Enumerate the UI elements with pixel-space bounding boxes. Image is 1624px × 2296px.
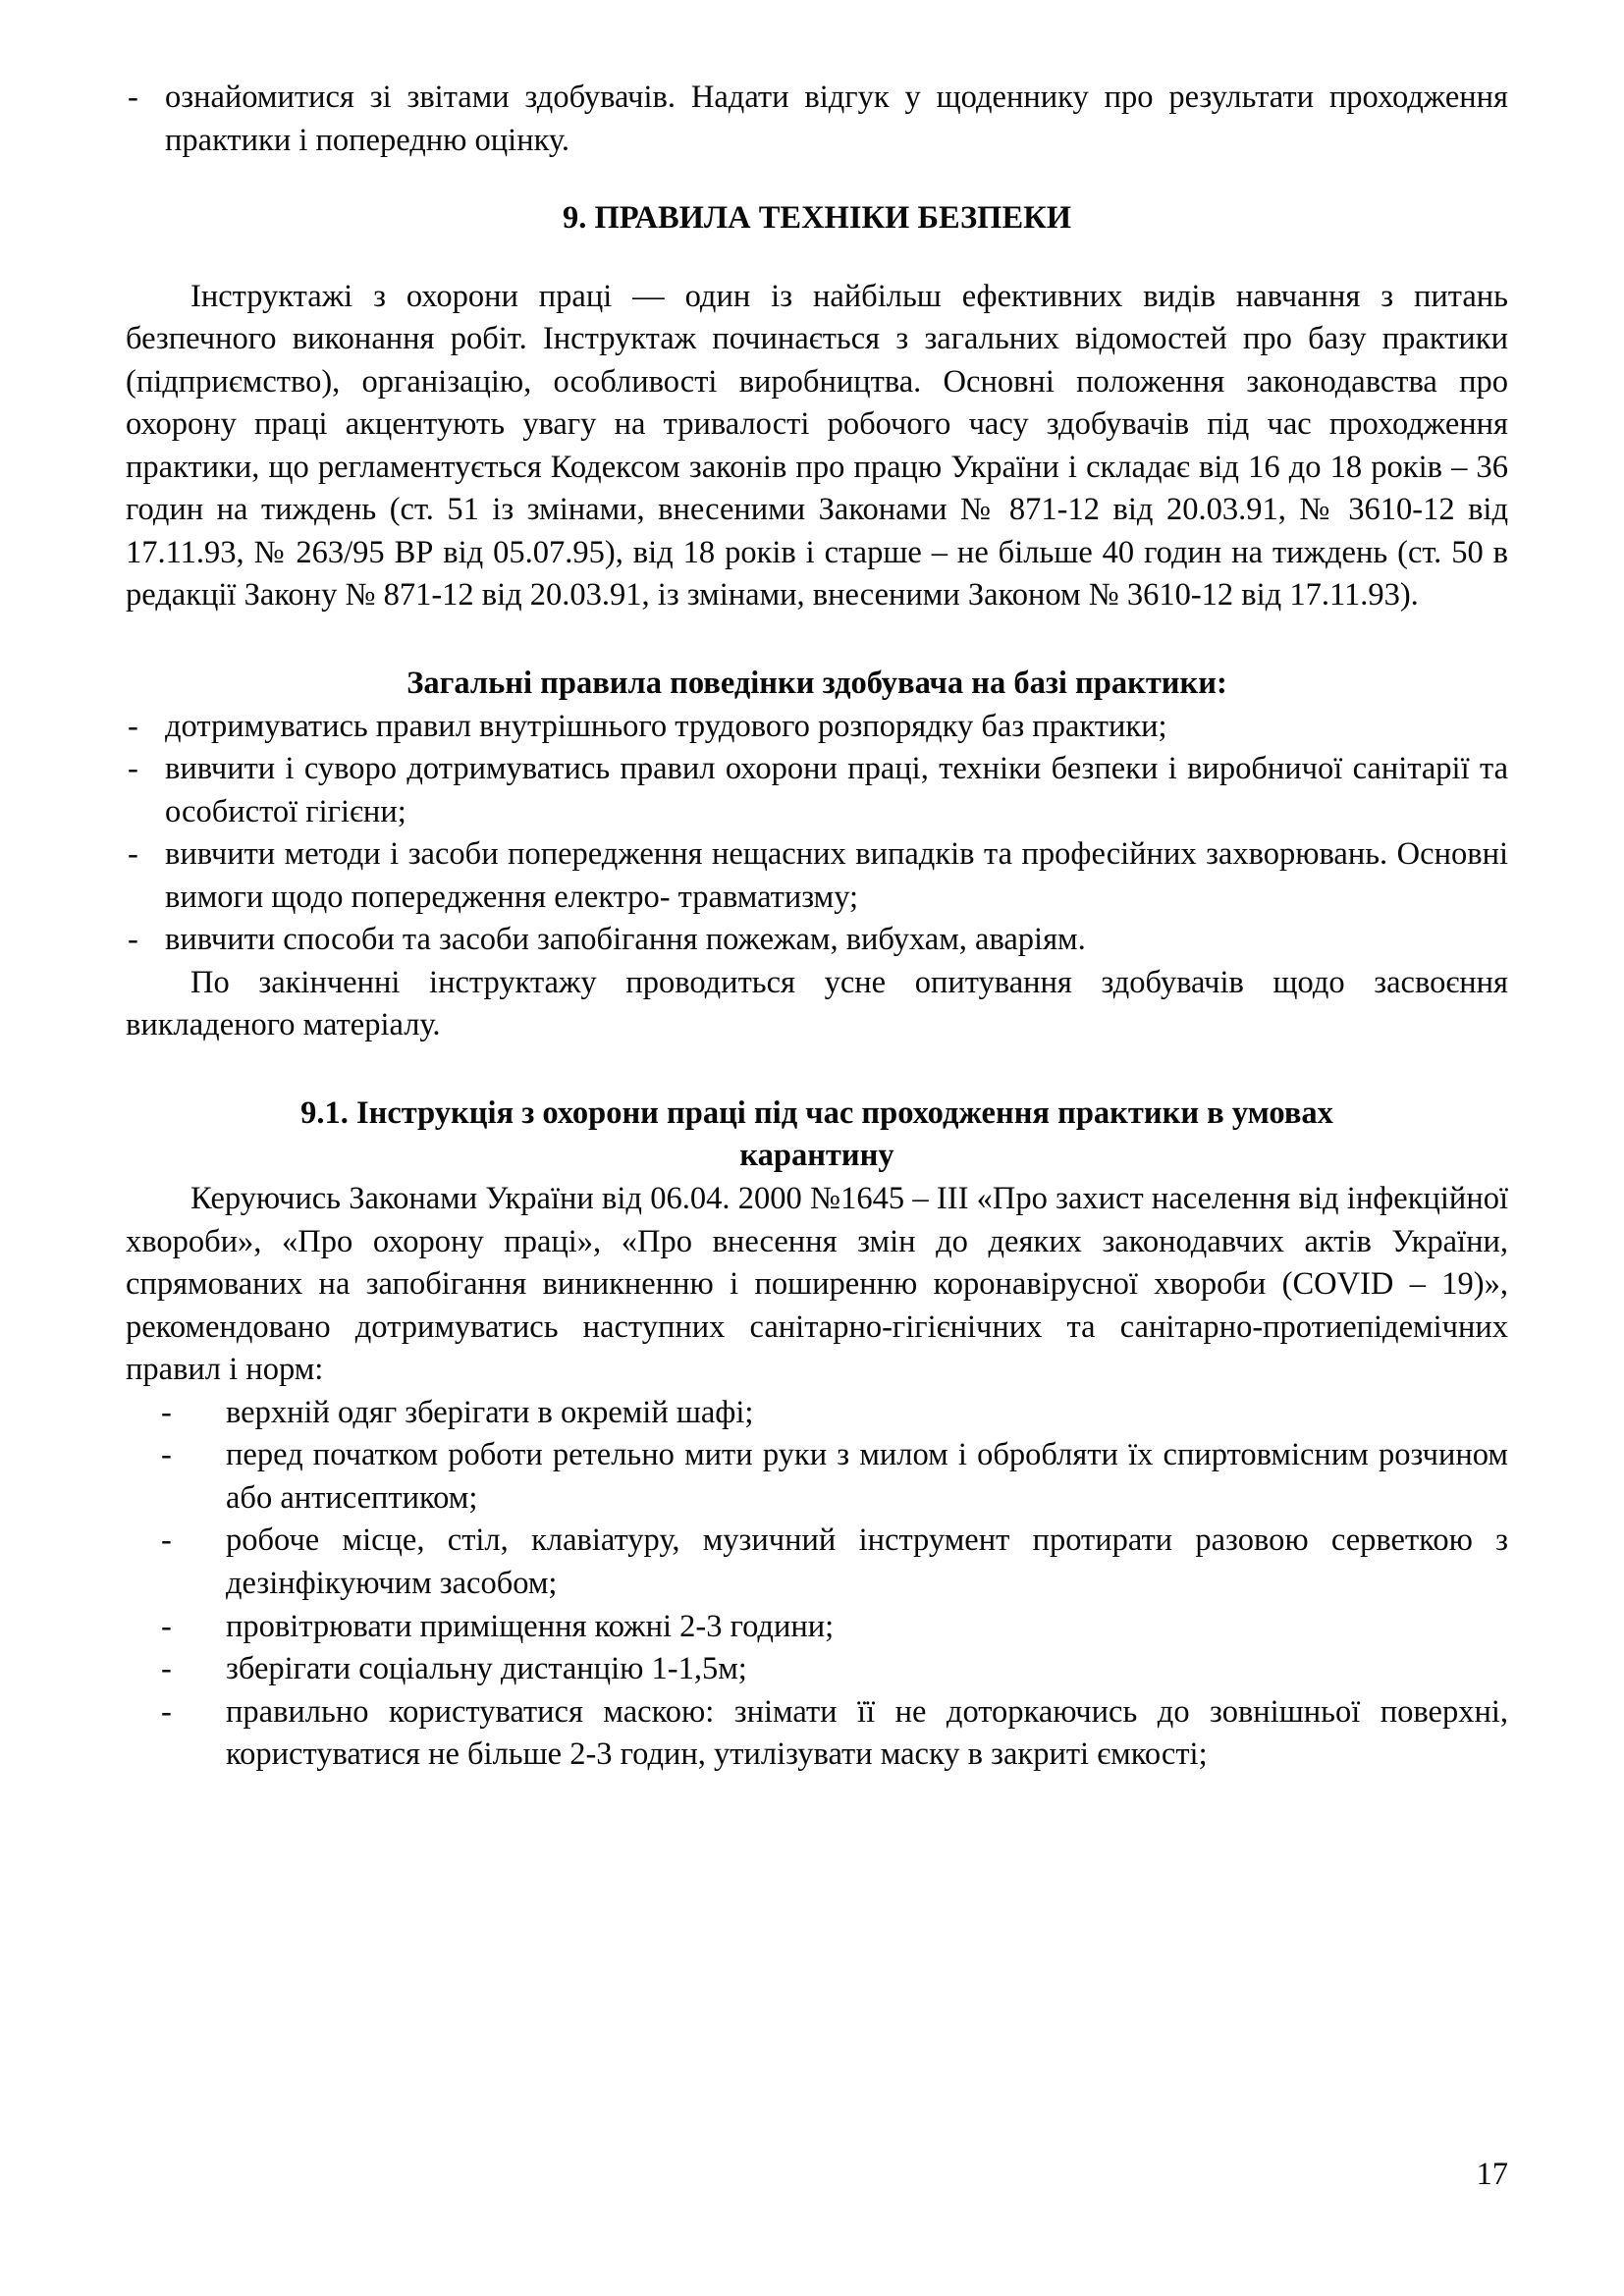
list-item-text: провітрювати приміщення кожні 2-3 години; bbox=[226, 1608, 835, 1644]
continuation-bullet-list bbox=[126, 77, 1508, 162]
list-item-text: робоче місце, стіл, клавіатуру, музичний інструмент протирати разовою серветкою з дезінфікуючим засобом; bbox=[226, 1522, 1508, 1601]
list-item-text: перед початком роботи ретельно мити руки з милом і обробляти їх спиртовмісним розчином або антисептиком; bbox=[226, 1437, 1508, 1516]
bullet-dash-icon: - bbox=[161, 1522, 172, 1559]
section-9-heading: 9. ПРАВИЛА ТЕХНІКИ БЕЗПЕКИ bbox=[563, 200, 1071, 237]
list-item bbox=[126, 919, 1508, 962]
spacer bbox=[126, 162, 1508, 197]
list-item-text: верхній одяг зберігати в окремій шафі; bbox=[226, 1394, 754, 1430]
section-9-1-heading-line-1: 9.1. Інструкція з охорони праці під час проходження практики в умовах bbox=[300, 1095, 1333, 1131]
list-item bbox=[149, 1392, 1508, 1435]
list-item bbox=[126, 706, 1508, 749]
list-item-text: вивчити способи та засоби запобігання пожежам, вибухам, аваріям. bbox=[165, 922, 1086, 958]
section-9-intro-paragraph: Інструктажі з охорони праці — один із найбільш ефективних видів навчання з питань безпечного виконання робіт. Інструктаж починається з загальних відомостей про базу практики (підприємство), організацію, особливості виробництва. Основні положення законодавства про охорону праці акцентують увагу на тривалості робочого часу здобувачів під час проходження практики, що регламентується Кодексом законів про працю України і складає від 16 до 18 років – 36 годин на тиждень (ст. 51 із змінами, внесеними Законами № 871-12 від 20.03.91, № 3610-12 від 17.11.93, № 263/95 ВР від 05.07.95), від 18 років і старше – не більше 40 годин на тиждень (ст. 50 в редакції Закону № 871-12 від 20.03.91, із змінами, внесеними Законом № 3610-12 від 17.11.93). bbox=[126, 278, 1508, 614]
bullet-dash-icon: - bbox=[128, 80, 138, 115]
list-item-text: дотримуватись правил внутрішнього трудового розпорядку баз практики; bbox=[165, 708, 1167, 744]
list-item bbox=[126, 748, 1508, 833]
spacer bbox=[126, 617, 1508, 663]
section-9-1-heading-line-2: карантину bbox=[739, 1138, 894, 1174]
list-item-text: ознайомитися зі звітами здобувачів. Надати відгук у щоденнику про результати проходження практики і попередню оцінку. bbox=[165, 80, 1508, 158]
bullet-dash-icon: - bbox=[161, 1394, 172, 1430]
list-item bbox=[149, 1691, 1508, 1777]
section-9-closing-paragraph: По закінченні інструктажу проводиться усне опитування здобувачів щодо засвоєння викладеного матеріалу. bbox=[126, 964, 1508, 1043]
spacer bbox=[126, 240, 1508, 276]
bullet-dash-icon: - bbox=[128, 751, 138, 787]
list-item-text: зберігати соціальну дистанцію 1-1,5м; bbox=[226, 1651, 747, 1687]
list-item bbox=[126, 833, 1508, 919]
quarantine-rules-list bbox=[126, 1392, 1508, 1777]
list-item bbox=[149, 1520, 1508, 1605]
section-9-1-intro-paragraph: Керуючись Законами України від 06.04. 2000 №1645 – III «Про захист населення від інфекційної хвороби», «Про охорону праці», «Про внесення змін до деяких законодавчих актів України, спрямованих на запобігання виникненню і поширенню коронавірусної хвороби (COVID – 19)», рекомендовано дотримуватись наступних санітарно-гігієнічних та санітарно-протиепідемічних правил і норм: bbox=[126, 1181, 1508, 1388]
list-item bbox=[149, 1648, 1508, 1691]
list-item bbox=[126, 77, 1508, 162]
bullet-dash-icon: - bbox=[128, 922, 138, 958]
bullet-dash-icon: - bbox=[161, 1437, 172, 1473]
list-item bbox=[149, 1434, 1508, 1520]
bullet-dash-icon: - bbox=[161, 1651, 172, 1687]
list-item-text: вивчити і суворо дотримуватись правил охорони праці, техніки безпеки і виробничої санітарії та особистої гігієни; bbox=[165, 751, 1508, 829]
bullet-dash-icon: - bbox=[128, 836, 138, 873]
page-number: 17 bbox=[1476, 2156, 1508, 2192]
list-item bbox=[149, 1606, 1508, 1649]
general-rules-list bbox=[126, 706, 1508, 962]
bullet-dash-icon: - bbox=[161, 1693, 172, 1730]
bullet-dash-icon: - bbox=[161, 1608, 172, 1644]
list-item-text: правильно користуватися маскою: знімати її не доторкаючись до зовнішньої поверхні, користуватися не більше 2-3 годин, утилізувати маску в закриті ємкості; bbox=[226, 1693, 1508, 1773]
page-content bbox=[126, 77, 1508, 1777]
spacer bbox=[126, 1047, 1508, 1093]
general-rules-subheading: Загальні правила поведінки здобувача на базі практики: bbox=[406, 666, 1227, 702]
list-item-text: вивчити методи і засоби попередження нещасних випадків та професійних захворювань. Основні вимоги щодо попередження електро- травматизму; bbox=[165, 836, 1508, 915]
bullet-dash-icon: - bbox=[128, 708, 138, 744]
